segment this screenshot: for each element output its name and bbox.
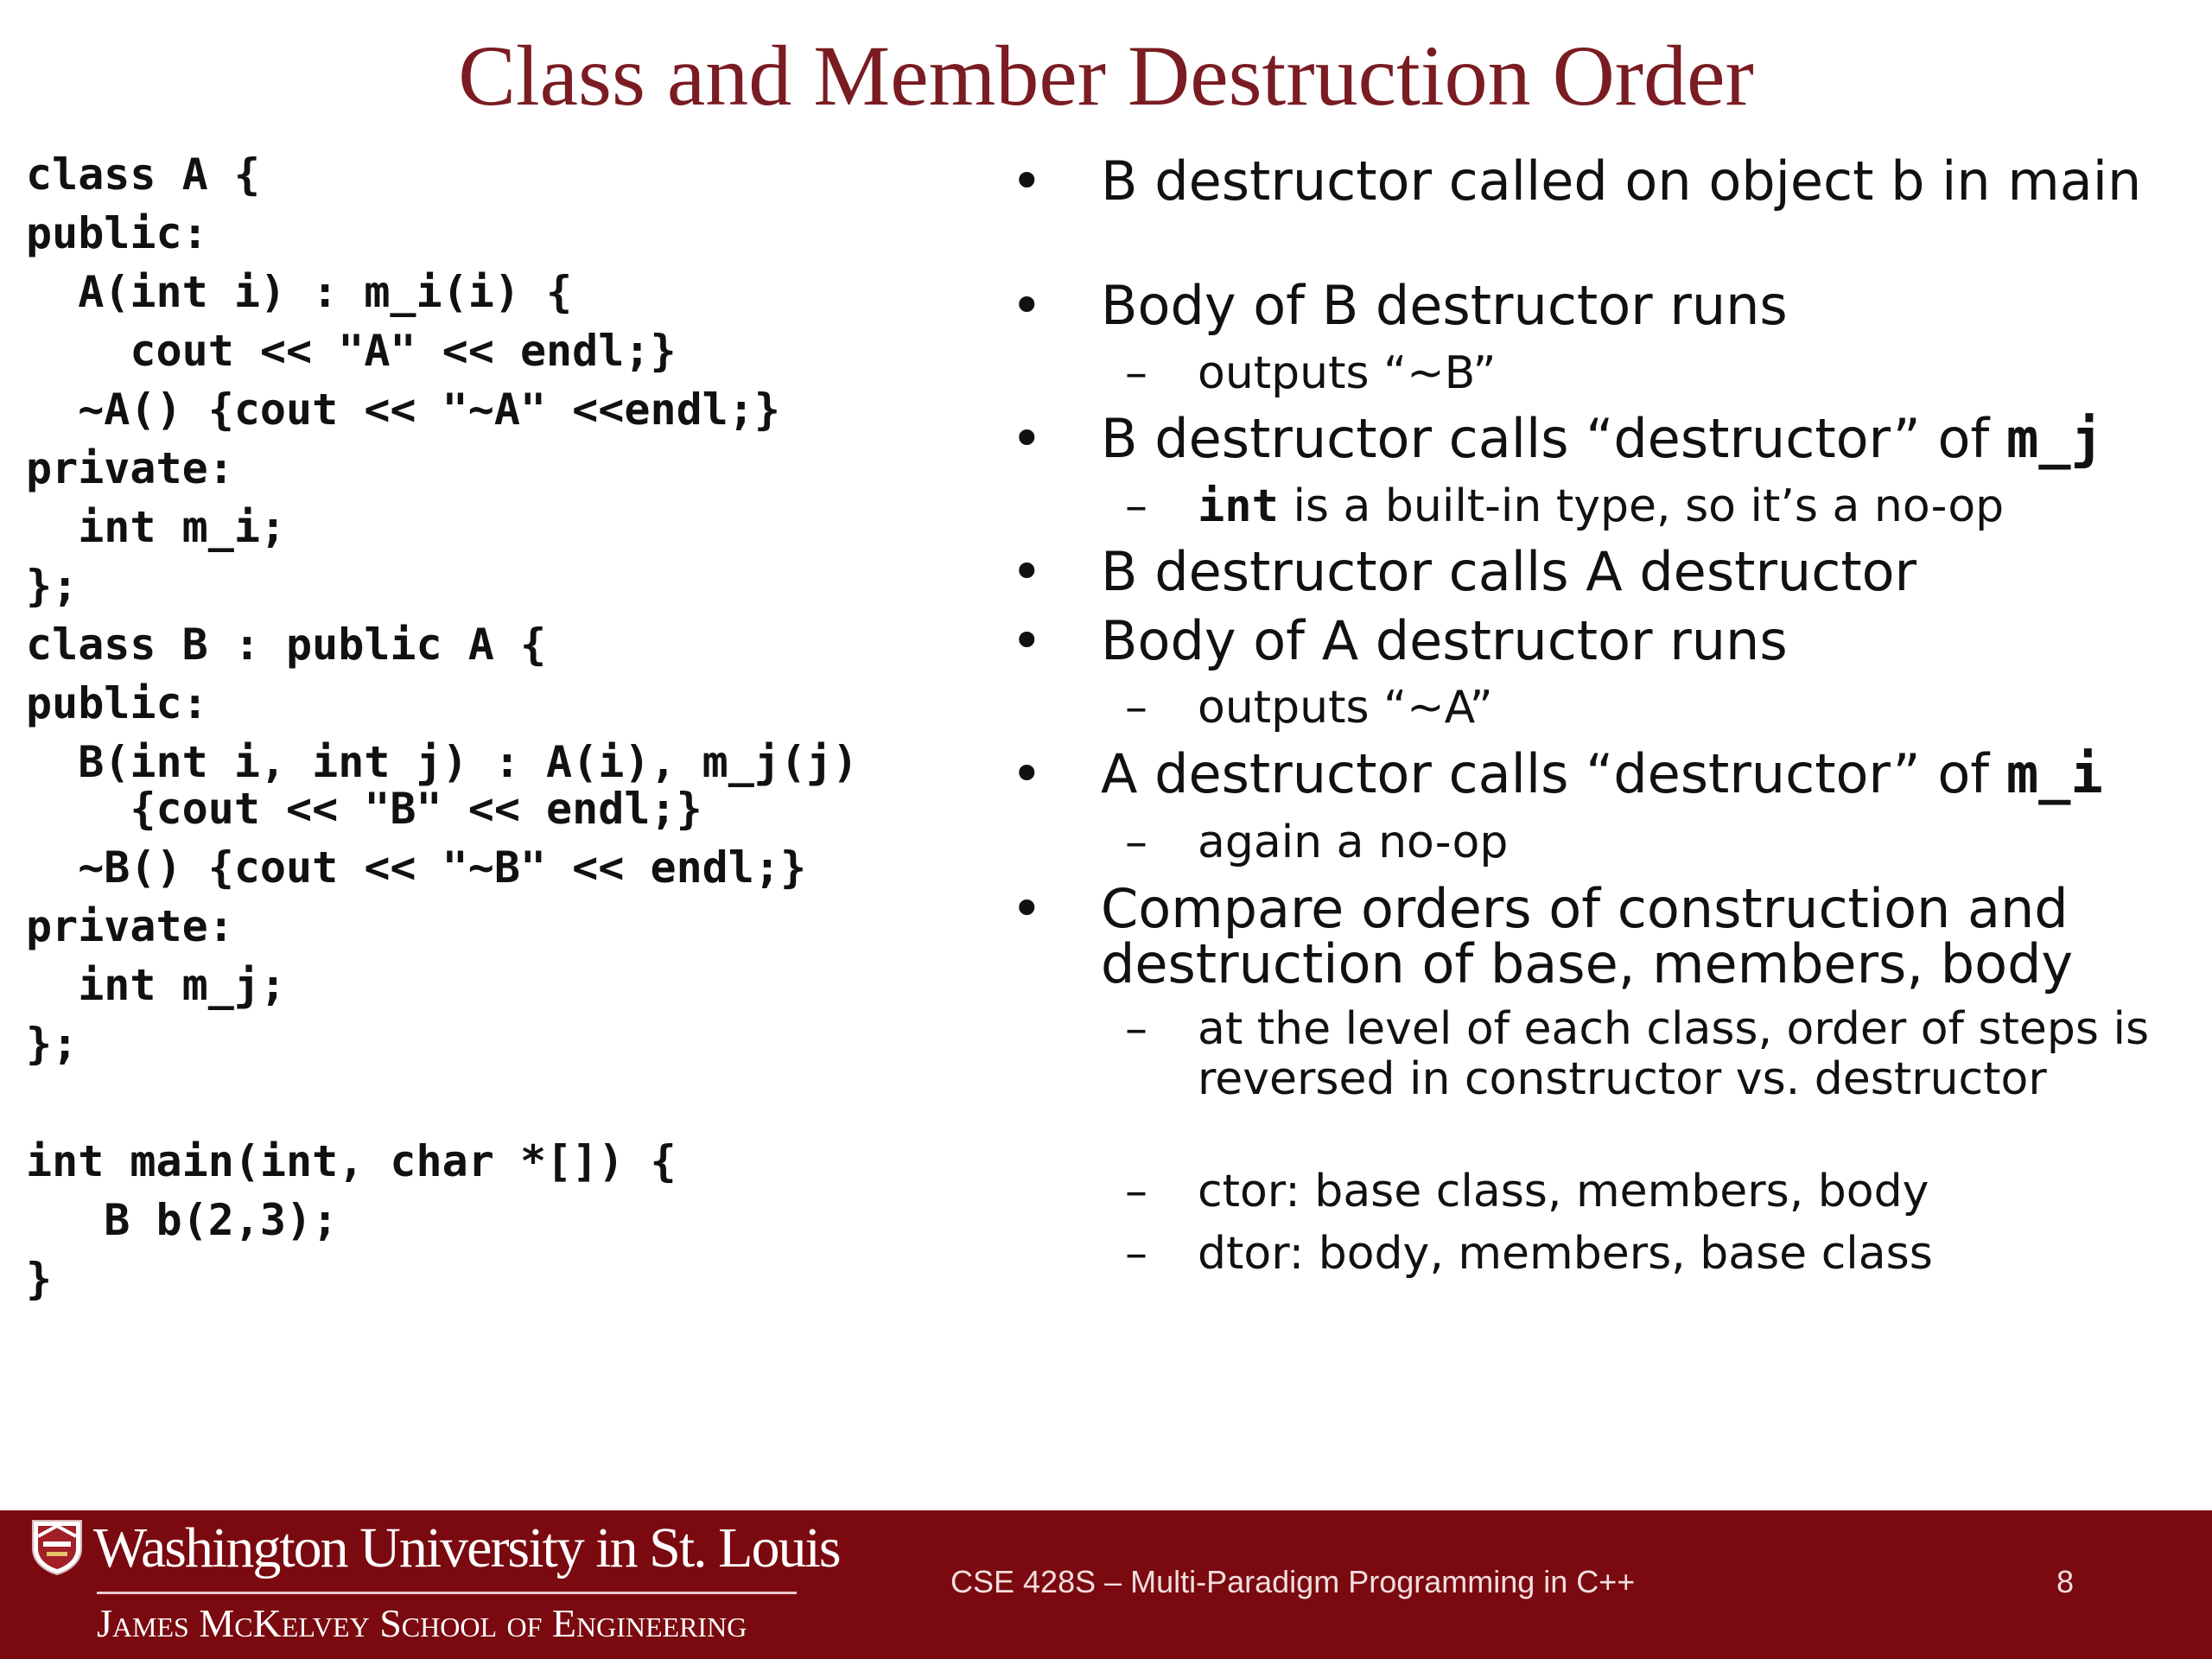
footer-bar bbox=[0, 1510, 2212, 1659]
course-name: CSE 428S – Multi-Paradigm Programming in C++ bbox=[950, 1564, 1636, 1599]
dash-marker: – bbox=[1125, 1003, 1147, 1055]
bullet-marker: • bbox=[1011, 742, 1043, 805]
bullet-text-part: A destructor calls “destructor” of bbox=[1101, 742, 2006, 805]
bullet-text: Body of A destructor runs bbox=[1101, 609, 1788, 672]
code-line: ~A() {cout << "~A" <<endl;} bbox=[26, 385, 780, 435]
bullet-text-part: B destructor calls “destructor” of bbox=[1101, 407, 2006, 470]
bullet-text bbox=[1101, 407, 2190, 470]
code-line: public: bbox=[26, 208, 208, 258]
code-line: {cout << "B" << endl;} bbox=[26, 784, 702, 834]
university-shield-icon bbox=[31, 1519, 83, 1576]
code-line: } bbox=[26, 1254, 53, 1304]
bullet-marker: • bbox=[1011, 877, 1043, 940]
sub-bullet-text-part: is a built-in type, so it’s a no-op bbox=[1278, 480, 2005, 532]
code-line: class B : public A { bbox=[26, 620, 547, 670]
bullet-marker: • bbox=[1011, 274, 1043, 337]
code-line: }; bbox=[26, 1019, 79, 1069]
code-line: }; bbox=[26, 561, 79, 611]
dash-marker: – bbox=[1125, 347, 1147, 399]
code-line: B(int i, int j) : A(i), m_j(j) bbox=[26, 737, 859, 787]
code-line: A(int i) : m_i(i) { bbox=[26, 267, 573, 317]
page-number: 8 bbox=[2056, 1564, 2075, 1599]
bullet-marker: • bbox=[1011, 609, 1043, 672]
code-line: private: bbox=[26, 901, 234, 951]
dash-marker: – bbox=[1125, 1166, 1147, 1217]
code-token: int bbox=[1198, 480, 1279, 532]
sub-bullet-text: ctor: base class, members, body bbox=[1198, 1166, 1929, 1217]
code-token: m_i bbox=[2005, 742, 2103, 805]
bullet-marker: • bbox=[1011, 149, 1043, 213]
code-line: private: bbox=[26, 443, 234, 493]
slide-title: Class and Member Destruction Order bbox=[458, 28, 1754, 124]
bullet-text: B destructor called on object b in main bbox=[1101, 149, 2142, 213]
bullet-marker: • bbox=[1011, 407, 1043, 470]
dash-marker: – bbox=[1125, 817, 1147, 868]
dash-marker: – bbox=[1125, 480, 1147, 532]
code-line: class A { bbox=[26, 149, 260, 200]
code-line: public: bbox=[26, 678, 208, 728]
code-line: int m_i; bbox=[26, 502, 287, 552]
code-line: ~B() {cout << "~B" << endl;} bbox=[26, 842, 807, 893]
bullet-text: Compare orders of construction and destruction of base, members, body bbox=[1101, 877, 2074, 995]
bullet-text: B destructor calls A destructor bbox=[1101, 540, 1917, 603]
school-name: James McKelvey School of Engineering bbox=[97, 1601, 747, 1645]
code-line: cout << "A" << endl;} bbox=[26, 326, 677, 376]
code-line: B b(2,3); bbox=[26, 1195, 339, 1245]
sub-bullet-text: dtor: body, members, base class bbox=[1198, 1228, 1933, 1280]
dash-marker: – bbox=[1125, 1228, 1147, 1280]
sub-bullet-text: outputs “~A” bbox=[1198, 682, 1493, 734]
code-token: m_j bbox=[2005, 407, 2103, 470]
sub-bullet-text: at the level of each class, order of steps is reversed in constructor vs. destructor bbox=[1198, 1003, 2150, 1105]
bullet-marker: • bbox=[1011, 540, 1043, 603]
dash-marker: – bbox=[1125, 682, 1147, 734]
code-line: int m_j; bbox=[26, 960, 287, 1010]
bullet-text bbox=[1101, 742, 2190, 805]
footer-divider bbox=[97, 1592, 797, 1594]
bullet-text: Body of B destructor runs bbox=[1101, 274, 1788, 337]
code-line: int main(int, char *[]) { bbox=[26, 1136, 677, 1186]
sub-bullet-text: outputs “~B” bbox=[1198, 347, 1497, 399]
sub-bullet-text bbox=[1198, 481, 2191, 531]
university-wordmark: Washington University in St. Louis bbox=[93, 1516, 840, 1580]
sub-bullet-text: again a no-op bbox=[1198, 817, 1509, 868]
